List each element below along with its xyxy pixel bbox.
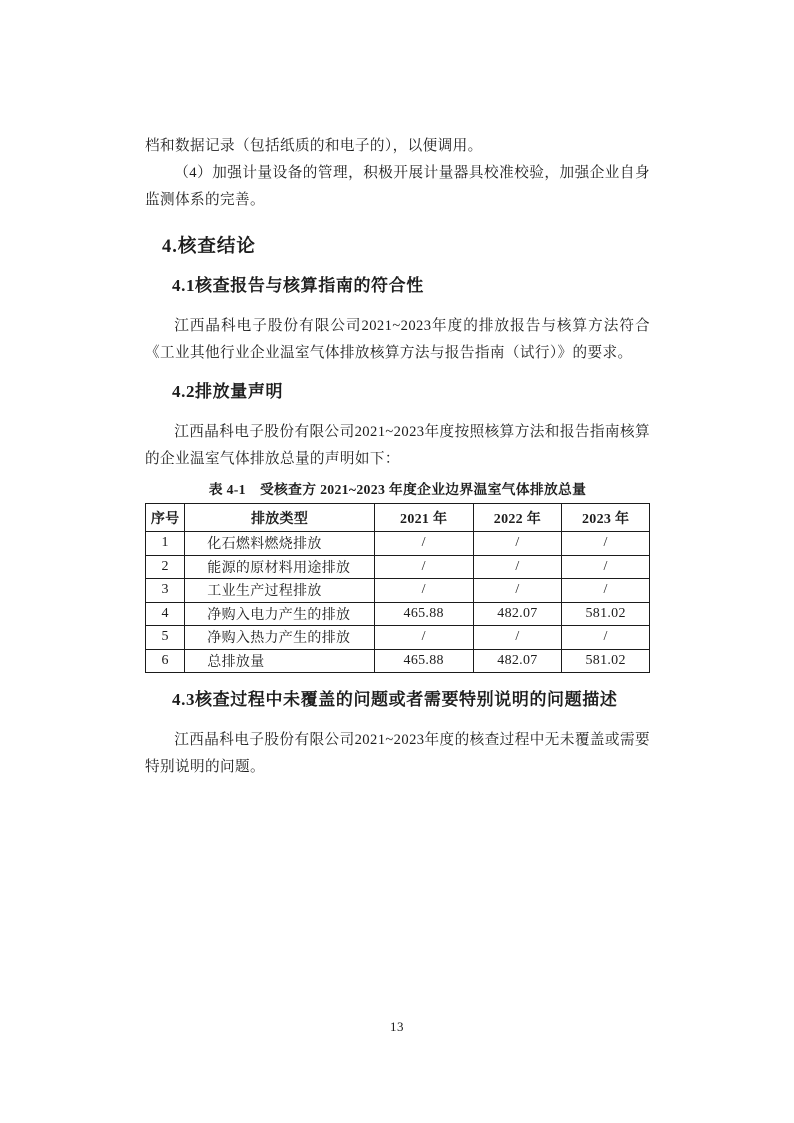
cell-type: 化石燃料燃烧排放 xyxy=(185,532,375,556)
cell-seq: 4 xyxy=(146,602,185,626)
cell-2022: / xyxy=(473,532,562,556)
header-seq: 序号 xyxy=(146,504,185,532)
section-4-1-heading: 4.1核查报告与核算指南的符合性 xyxy=(172,276,424,295)
section-4-2-body: 江西晶科电子股份有限公司2021~2023年度按照核算方法和报告指南核算的企业温室气体排放总量的声明如下： xyxy=(145,424,650,467)
paragraph-item4: （4）加强计量设备的管理，积极开展计量器具校准校验，加强企业自身监测体系的完善。 xyxy=(145,165,650,208)
cell-2023: / xyxy=(562,626,650,650)
header-2023: 2023 年 xyxy=(562,504,650,532)
cell-2021: / xyxy=(374,579,473,603)
cell-2022: / xyxy=(473,626,562,650)
cell-2022: / xyxy=(473,555,562,579)
cell-type: 总排放量 xyxy=(185,649,375,673)
cell-type: 工业生产过程排放 xyxy=(185,579,375,603)
cell-type: 净购入电力产生的排放 xyxy=(185,602,375,626)
cell-seq: 1 xyxy=(146,532,185,556)
header-type: 排放类型 xyxy=(185,504,375,532)
table-row xyxy=(146,579,650,603)
section-4-3-heading: 4.3核查过程中未覆盖的问题或者需要特别说明的问题描述 xyxy=(172,690,618,709)
cell-type: 能源的原材料用途排放 xyxy=(185,555,375,579)
table-row xyxy=(146,555,650,579)
cell-seq: 6 xyxy=(146,649,185,673)
table-row xyxy=(146,532,650,556)
cell-2023: / xyxy=(562,579,650,603)
cell-seq: 5 xyxy=(146,626,185,650)
cell-2021: 465.88 xyxy=(374,602,473,626)
cell-type: 净购入热力产生的排放 xyxy=(185,626,375,650)
cell-2022: 482.07 xyxy=(473,602,562,626)
page-number: 13 xyxy=(390,1019,404,1034)
table-row xyxy=(146,649,650,673)
table-row xyxy=(146,602,650,626)
cell-2023: 581.02 xyxy=(562,649,650,673)
cell-2021: / xyxy=(374,555,473,579)
cell-2021: / xyxy=(374,532,473,556)
cell-seq: 2 xyxy=(146,555,185,579)
cell-2022: 482.07 xyxy=(473,649,562,673)
section-4-heading: 4.核查结论 xyxy=(162,237,256,257)
section-4-1-body: 江西晶科电子股份有限公司2021~2023年度的排放报告与核算方法符合《工业其他行业企业温室气体排放核算方法与报告指南（试行）》的要求。 xyxy=(145,318,650,361)
cell-2021: / xyxy=(374,626,473,650)
paragraph-continuation: 档和数据记录（包括纸质的和电子的），以便调用。 xyxy=(145,138,483,154)
header-2022: 2022 年 xyxy=(473,504,562,532)
section-4-3-body: 江西晶科电子股份有限公司2021~2023年度的核查过程中无未覆盖或需要特别说明的问题。 xyxy=(145,732,650,775)
page-content xyxy=(145,133,650,781)
cell-seq: 3 xyxy=(146,579,185,603)
section-4-2-heading: 4.2排放量声明 xyxy=(172,382,284,401)
cell-2022: / xyxy=(473,579,562,603)
cell-2023: / xyxy=(562,532,650,556)
header-2021: 2021 年 xyxy=(374,504,473,532)
emissions-table xyxy=(145,503,650,673)
cell-2023: 581.02 xyxy=(562,602,650,626)
cell-2021: 465.88 xyxy=(374,649,473,673)
table-row xyxy=(146,626,650,650)
table-caption: 表 4-1 受核查方 2021~2023 年度企业边界温室气体排放总量 xyxy=(208,482,587,497)
cell-2023: / xyxy=(562,555,650,579)
table-header-row xyxy=(146,504,650,532)
